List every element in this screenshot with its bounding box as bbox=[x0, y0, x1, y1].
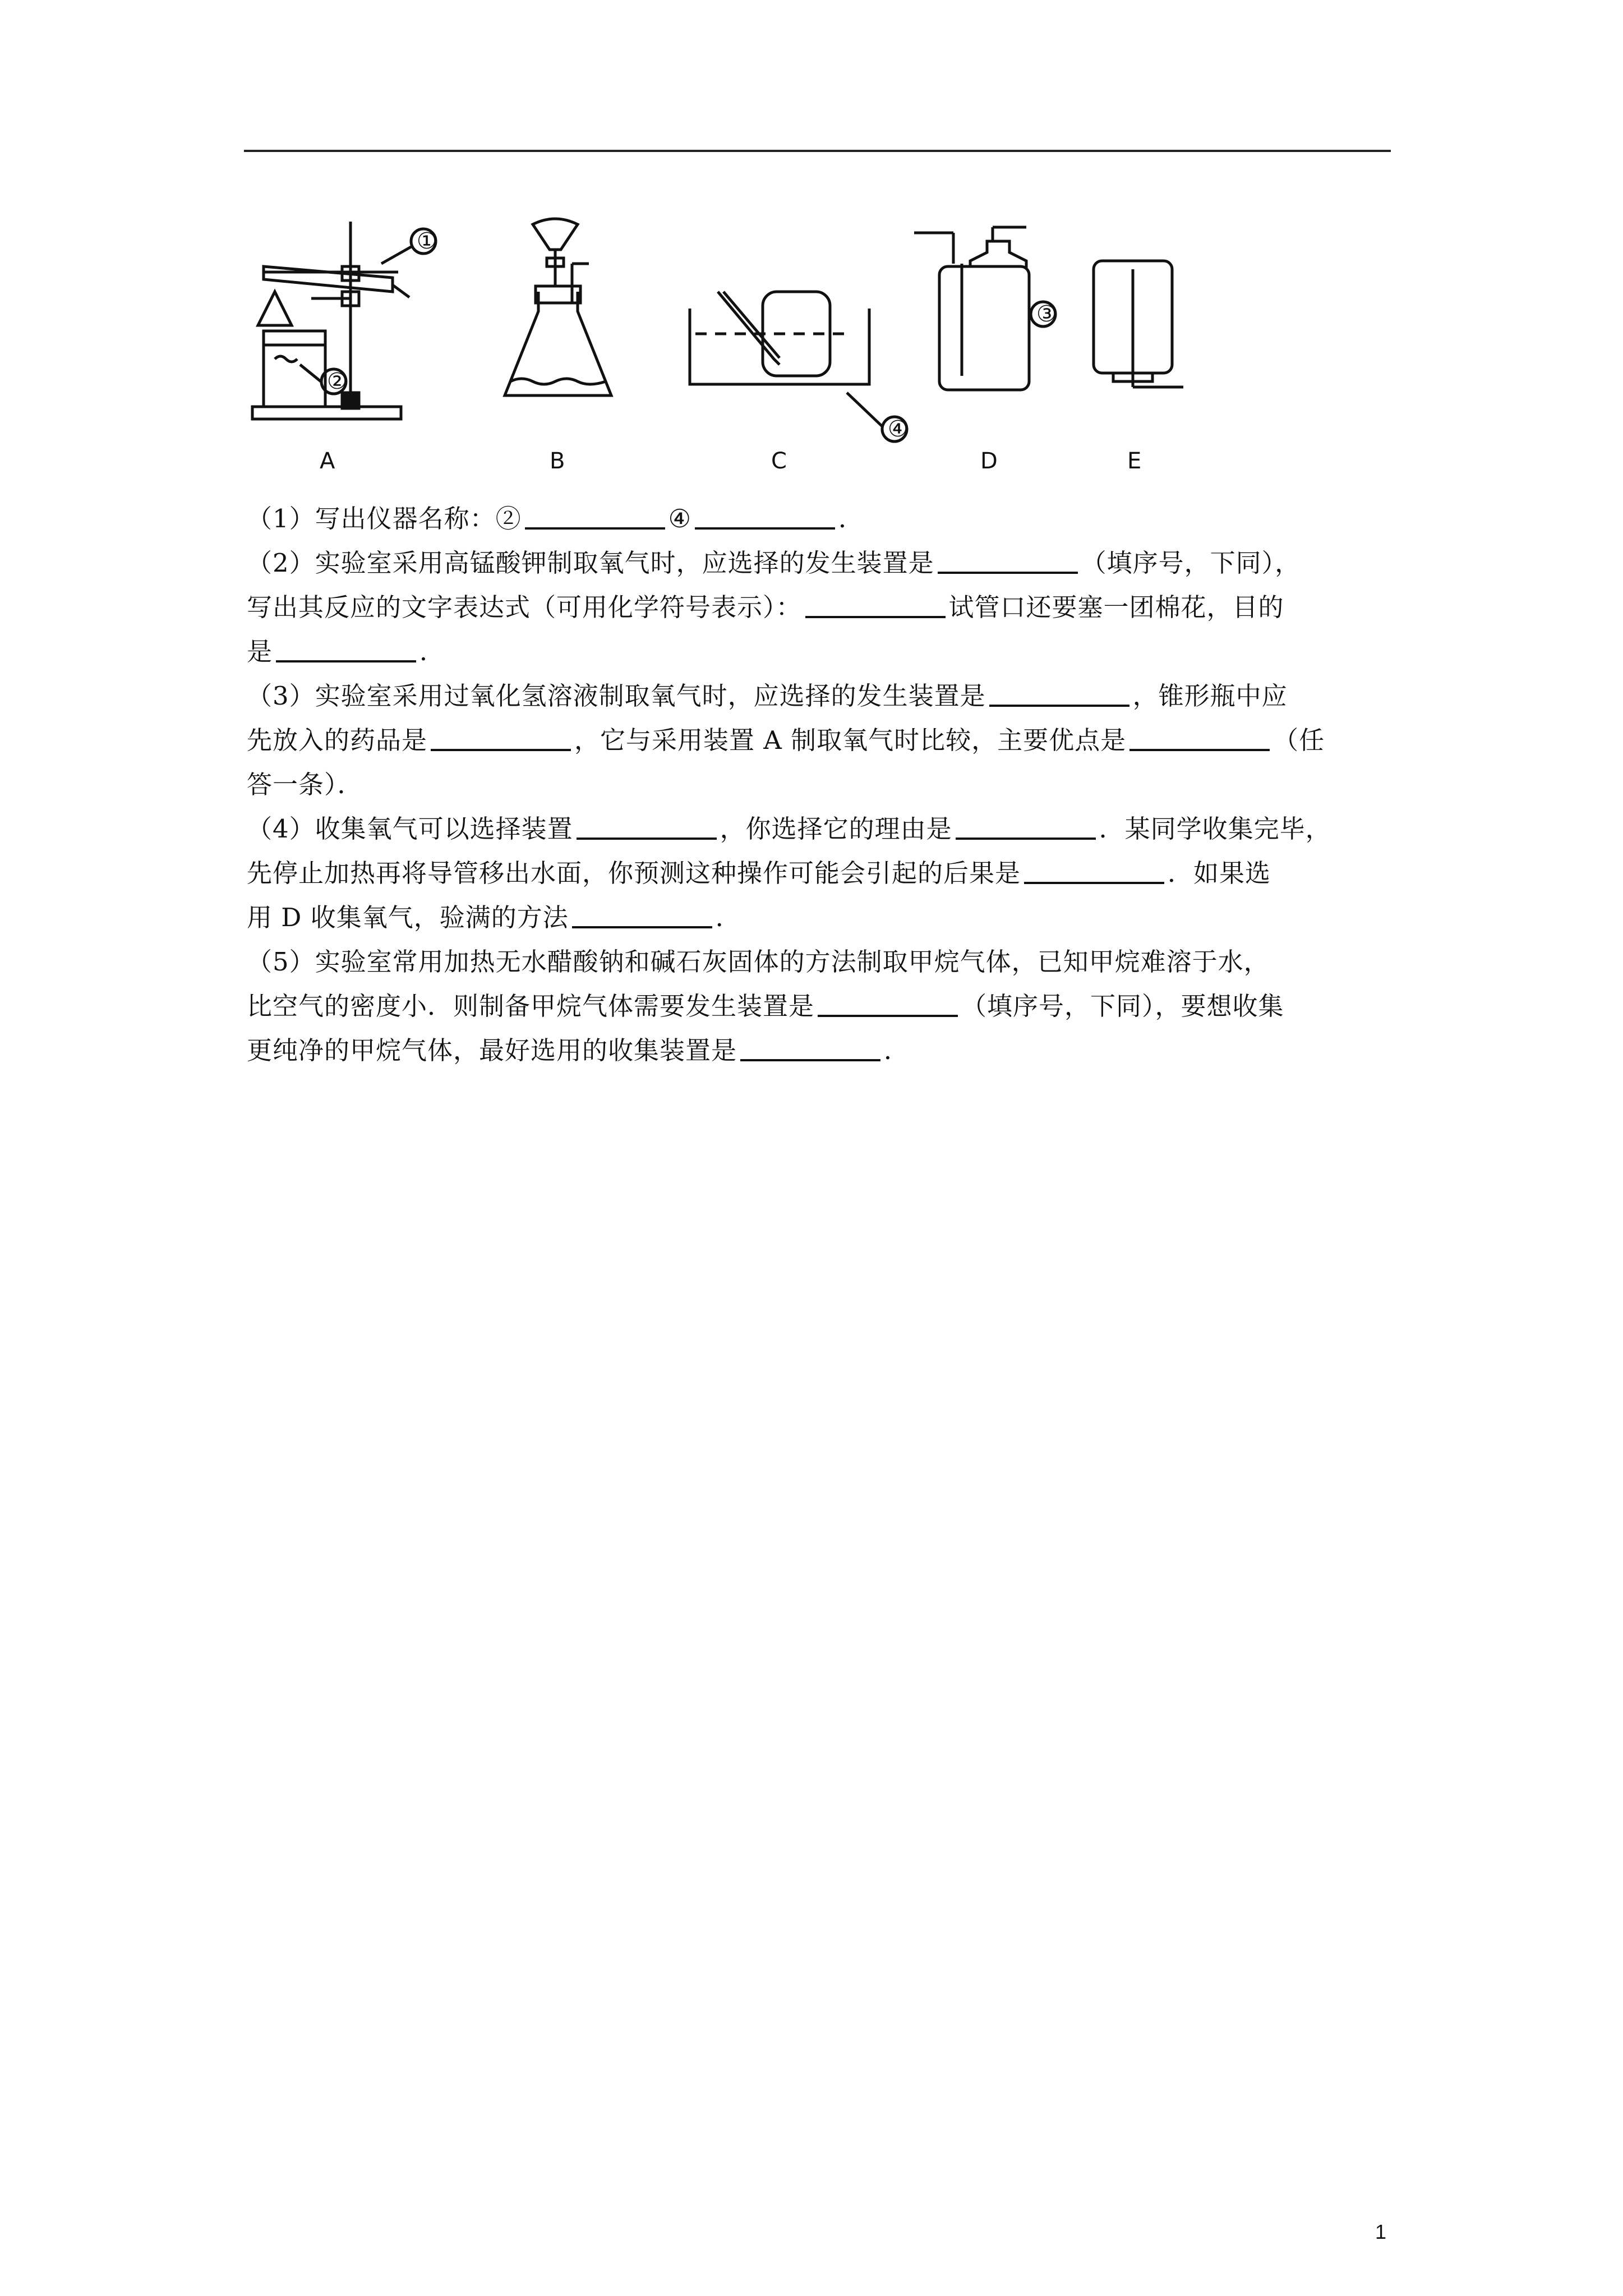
q5-text-d: 更纯净的甲烷气体，最好选用的收集装置是 bbox=[247, 1036, 737, 1065]
label-b: B bbox=[550, 448, 565, 471]
q2-text-d: 试管口还要塞一团棉花，目的 bbox=[948, 592, 1284, 622]
q4-text-f: 用 D 收集氧气，验满的方法 bbox=[247, 903, 569, 932]
q1-text-a: （1）写出仪器名称：② bbox=[247, 504, 522, 533]
apparatus-diagram bbox=[241, 213, 1228, 471]
q4-blank-2[interactable] bbox=[956, 809, 1096, 840]
q5-text-c: （填序号，下同），要想收集 bbox=[961, 991, 1284, 1021]
q3-line-1 bbox=[247, 674, 1391, 718]
apparatus-d bbox=[914, 227, 1057, 390]
q4-text-b: ，你选择它的理由是 bbox=[720, 814, 952, 844]
q4-line-2 bbox=[247, 851, 1391, 895]
q3-blank-3[interactable] bbox=[1129, 721, 1270, 751]
q3-text-b: ，锥形瓶中应 bbox=[1132, 681, 1288, 711]
q5-blank-2[interactable] bbox=[740, 1031, 880, 1061]
q3-text-f: 答一条）． bbox=[247, 770, 363, 799]
marker-1: ① bbox=[417, 228, 437, 254]
q1-text-b: ④ bbox=[668, 504, 691, 533]
q5-text-a: （5）实验室常用加热无水醋酸钠和碱石灰固体的方法制取甲烷气体，已知甲烷难溶于水， bbox=[247, 947, 1270, 977]
q5-text-b: 比空气的密度小．则制备甲烷气体需要发生装置是 bbox=[247, 991, 815, 1021]
apparatus-c bbox=[690, 292, 908, 442]
apparatus-e bbox=[1094, 261, 1183, 387]
q2-line-3 bbox=[247, 629, 1391, 674]
q4-text-a: （4）收集氧气可以选择装置 bbox=[247, 814, 573, 844]
q1-line-1 bbox=[247, 496, 1391, 541]
q5-line-1 bbox=[247, 940, 1391, 984]
apparatus-figure bbox=[241, 213, 1228, 471]
apparatus-b bbox=[505, 219, 611, 395]
q2-text-b: （填序号，下同）， bbox=[1081, 548, 1301, 578]
q2-text-f: ． bbox=[419, 637, 446, 666]
q3-text-d: ，它与采用装置 A 制取氧气时比较，主要优点是 bbox=[574, 725, 1127, 755]
q3-blank-2[interactable] bbox=[431, 721, 571, 751]
q5-line-3 bbox=[247, 1028, 1391, 1073]
marker-2: ② bbox=[327, 369, 347, 394]
q4-text-d: 先停止加热再将导管移出水面，你预测这种操作可能会引起的后果是 bbox=[247, 858, 1021, 888]
q2-line-1 bbox=[247, 541, 1391, 585]
q5-line-2 bbox=[247, 984, 1391, 1028]
q2-text-c: 写出其反应的文字表达式（可用化学符号表示）： bbox=[247, 592, 802, 622]
header-rule bbox=[244, 150, 1391, 152]
q2-text-a: （2）实验室采用高锰酸钾制取氧气时，应选择的发生装置是 bbox=[247, 548, 934, 578]
apparatus-a bbox=[252, 222, 437, 419]
q2-blank-2[interactable] bbox=[805, 588, 946, 618]
page-number: 1 bbox=[1375, 2220, 1387, 2243]
q4-blank-1[interactable] bbox=[577, 809, 717, 840]
question-block bbox=[247, 496, 1391, 1073]
q3-line-3 bbox=[247, 762, 1391, 807]
q4-text-e: ．如果选 bbox=[1168, 858, 1271, 888]
q5-blank-1[interactable] bbox=[818, 987, 958, 1017]
q5-text-e: ． bbox=[884, 1036, 910, 1065]
q1-blank-2[interactable] bbox=[695, 499, 835, 530]
label-c: C bbox=[771, 448, 787, 471]
q4-blank-4[interactable] bbox=[572, 898, 712, 928]
q2-text-e: 是 bbox=[247, 637, 273, 666]
q1-blank-1[interactable] bbox=[525, 499, 665, 530]
q4-text-g: ． bbox=[715, 903, 741, 932]
q2-blank-1[interactable] bbox=[938, 544, 1078, 574]
q4-line-1 bbox=[247, 807, 1391, 851]
q4-blank-3[interactable] bbox=[1024, 854, 1164, 884]
q3-text-e: （任 bbox=[1273, 725, 1325, 755]
label-a: A bbox=[320, 448, 335, 471]
q3-text-a: （3）实验室采用过氧化氢溶液制取氧气时，应选择的发生装置是 bbox=[247, 681, 986, 711]
q2-blank-3[interactable] bbox=[276, 632, 416, 662]
q3-line-2 bbox=[247, 718, 1391, 762]
q3-text-c: 先放入的药品是 bbox=[247, 725, 428, 755]
marker-4: ④ bbox=[888, 416, 908, 442]
q1-text-c: ． bbox=[838, 504, 864, 533]
q2-line-2 bbox=[247, 585, 1391, 629]
q4-text-c: ．某同学收集完毕， bbox=[1099, 814, 1331, 844]
q4-line-3 bbox=[247, 895, 1391, 940]
q3-blank-1[interactable] bbox=[989, 677, 1129, 707]
label-e: E bbox=[1127, 448, 1142, 471]
marker-3: ③ bbox=[1036, 301, 1057, 327]
label-d: D bbox=[980, 448, 998, 471]
